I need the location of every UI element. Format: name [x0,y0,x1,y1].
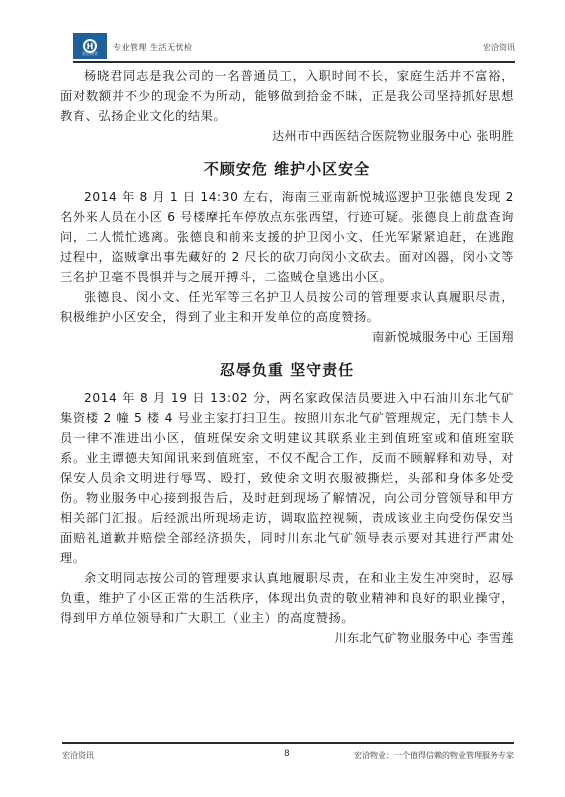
company-logo [73,33,107,59]
page-number: 8 [284,749,290,759]
header-publication-name: 宏洽资讯 [483,43,515,52]
paragraph: 张德良、闵小文、任光军等三名护卫人员按公司的管理要求认真履职尽责，积极维护小区安全，得到了业主和开发单位的高度赞扬。 [60,290,514,324]
paragraph: 2014 年 8 月 19 日 13:02 分，两名家政保洁员要进入中石油川东北气矿集资楼 2 幢 5 楼 4 号业主家打扫卫生。按照川东北气矿管理规定，无门禁卡人员一律不准进出小区，值班保安余文明建议其联系业主到值班室或和值班室联系。业主谭德夫知闻讯来到值班室，不仅不配合工作，反而不顾解释和劝导，对保安人员余文明进行辱骂、殴打，致使余文明衣服被撕烂，头部和身体多处受伤。物业服务中心接到报告后，及时赶到现场了解情况，向公司分管领导和甲方相关部门汇报。后经派出所现场走访，调取监控视频，责成该业主向受伤保安当面赔礼道歉并赔偿全部经济损失，同时川东北气矿领导表示要对其进行严肃处理。 [60,391,514,565]
paragraph: 余文明同志按公司的管理要求认真地履职尽责，在和业主发生冲突时，忍辱负重，维护了小区正常的生活秩序，体现出负责的敬业精神和良好的职业操守，得到甲方单位领导和广大职工（业主）的高度赞扬。 [60,571,514,625]
page-footer [62,742,514,782]
article-body [60,66,514,648]
footer-publication-name: 宏洽资讯 [62,751,94,760]
signature: 川东北气矿物业服务中心 李雪莲 [334,631,514,645]
section-title: 忍辱负重 坚守责任 [219,361,355,379]
page-header [73,33,515,61]
signature: 南新悦城服务中心 王国翔 [372,330,514,344]
paragraph: 2014 年 8 月 1 日 14:30 左右，海南三亚南新悦城巡逻护卫张德良发现 2 名外来人员在小区 6 号楼摩托车停放点东张西望，行迹可疑。张德良上前盘查询问，二人慌忙逃离。张德良和前来支援的护卫闵小文、任光军紧紧追赶，在逃跑过程中，盗贼拿出事先藏好的 2 尺长的砍刀向闵小文砍去。面对凶器，闵小文等三名护卫毫不畏惧并与之展开搏斗，二盗贼仓皇逃出小区。 [60,190,514,284]
signature: 达州市中西医结合医院物业服务中心 张明胜 [272,129,514,143]
logo-text: 宏洽物业 [82,51,98,56]
header-divider [73,61,515,63]
paragraph: 杨晓君同志是我公司的一名普通员工，入职时间不长，家庭生活并不富裕，面对数额并不少的现金不为所动，能够做到拾金不昧，正是我公司坚持抓好思想教育、弘扬企业文化的结果。 [60,69,514,123]
footer-tagline: 宏洽物业：一个值得信赖的物业管理服务专家 [354,751,514,760]
section-title: 不顾安危 维护小区安全 [203,160,371,178]
logo-emblem-icon: H [83,39,97,53]
header-slogan: 专业管理 生活无忧检 [113,43,193,52]
footer-divider [62,742,514,744]
